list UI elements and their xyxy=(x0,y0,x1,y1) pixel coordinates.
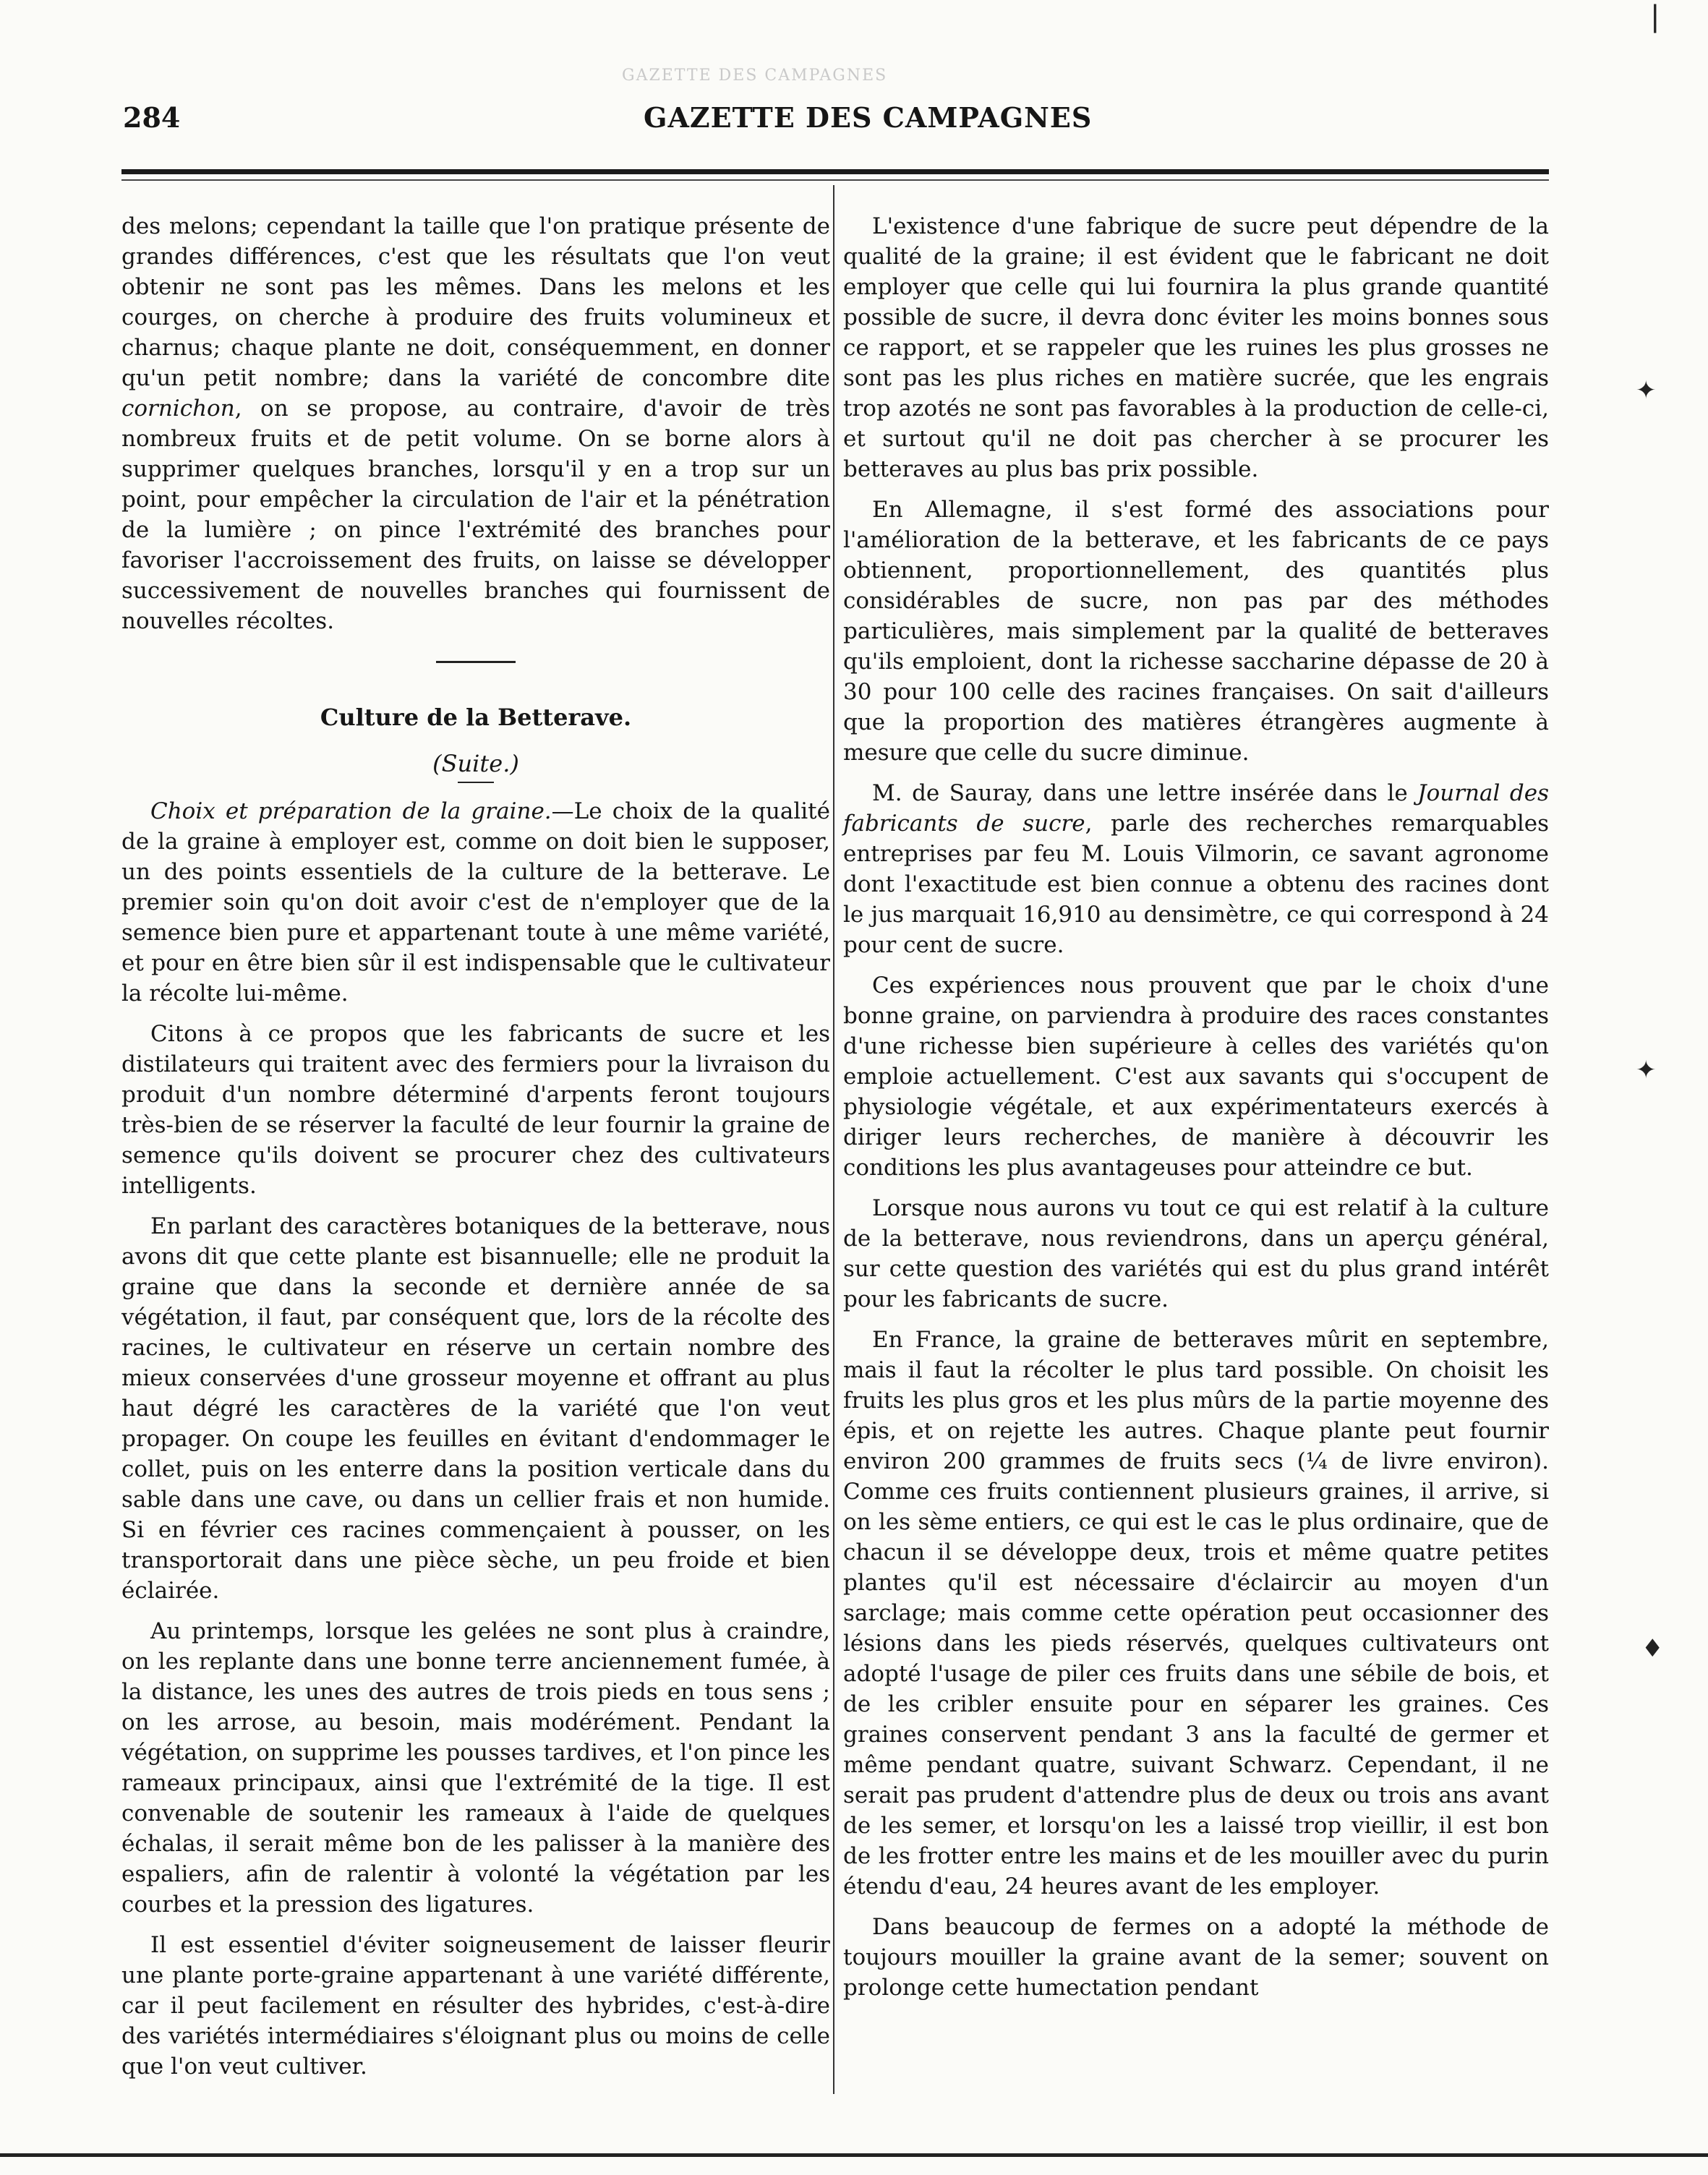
footer-rule xyxy=(0,2153,1708,2157)
paragraph: En France, la graine de betteraves mûrit en septembre, mais il faut la récolter le plus tard possible. On choisit les fruits les plus gros et les plus mûrs de la partie moyenne des épis, et on rejette les autres. Chaque plante peut fournir environ 200 grammes de fruits secs (¼ de livre environ). Comme ces fruits contiennent plusieurs graines, il arrive, si on les sème entiers, ce qui est le cas le plus ordinaire, que de chacun il se développe deux, trois et même quatre petites plantes qu'il est nécessaire d'éclaircir au moyen d'un sarclage; mais comme cette opération peut occasionner des lésions dans les pieds réservés, quelques cultivateurs ont adopté l'usage de piler ces fruits dans une sébile de bois, et de les cribler ensuite pour en séparer les graines. Ces graines conservent pendant 3 ans la faculté de germer et même pendant quatre, suivant Schwarz. Cependant, il ne serait pas prudent d'attendre plus de deux ou trois ans avant de les semer, et lorsqu'on les a laissé trop vieillir, il est bon de les frotter entre les mains et de les mouiller avec du purin étendu d'eau, 24 heures avant de les employer. xyxy=(843,1327,1549,1900)
paragraph: Choix et préparation de la graine.—Le choix de la qualité de la graine à employer est, comme on doit bien le supposer, un des points essentiels de la culture de la betterave. Le premier soin qu'on doit avoir c'est de n'employer que de la semence bien pure et appartenant toute à une même variété, et pour en être bien sûr il est indispensable que le cultivateur la récolte lui-même. xyxy=(121,798,830,1007)
paragraph: des melons; cependant la taille que l'on pratique présente de grandes différences, c'est que les résultats que l'on veut obtenir ne sont pas les mêmes. Dans les melons et les courges, on cherche à produire des fruits volumineux et charnus; chaque plante ne doit, conséquemment, en donner qu'un petit nombre; dans la variété de concombre dite cornichon, on se propose, au contraire, d'avoir de très nombreux fruits et de petit volume. On se borne alors à supprimer quelques branches, lorsqu'il y en a trop sur un point, pour empêcher la circulation de l'air et la pénétration de la lumière ; on pince l'extrémité des branches pour favoriser l'accroissement des fruits, on laisse se développer successivement de nouvelles branches qui fournissent de nouvelles récoltes. xyxy=(121,213,830,634)
left-column xyxy=(121,211,830,2092)
column-divider xyxy=(833,185,834,2094)
paragraph: Citons à ce propos que les fabricants de sucre et les distilateurs qui traitent avec des fermiers pour la livraison du produit d'un nombre déterminé d'arpents feront toujours très-bien de se réserver la faculté de leur fournir la graine de semence qu'ils doivent se procurer chez des cultivateurs intelligents. xyxy=(121,1021,830,1199)
page-number: 284 xyxy=(123,101,181,134)
header-rule xyxy=(121,169,1549,174)
journal-title: Journal des fabricants de sucre xyxy=(843,780,1549,837)
running-title: GAZETTE DES CAMPAGNES xyxy=(644,101,1093,134)
paragraph: Il est essentiel d'éviter soigneusement de laisser fleurir une plante porte-graine appartenant à une variété différente, car il peut facilement en résulter des hybrides, c'est-à-dire des variétés intermédiaires s'éloignant plus ou moins de celle que l'on veut cultiver. xyxy=(121,1932,830,2080)
paragraph-lead: Choix et préparation de la graine. xyxy=(150,798,552,824)
paragraph: M. de Sauray, dans une lettre insérée dans le Journal des fabricants de sucre, parle des recherches remarquables entreprises par feu M. Louis Vilmorin, ce savant agronome dont l'exactitude est bien connue a obtenu des racines dont le jus marquait 16,910 au densimètre, ce qui correspond à 24 pour cent de sucre. xyxy=(843,780,1549,958)
paragraph: Dans beaucoup de fermes on a adopté la méthode de toujours mouiller la graine avant de la semer; souvent on prolonge cette humectation pendant xyxy=(843,1914,1549,2001)
paragraph: Au printemps, lorsque les gelées ne sont plus à craindre, on les replante dans une bonne terre anciennement fumée, à la distance, les unes des autres de trois pieds en tous sens ; on les arrose, au besoin, mais modérément. Pendant la végétation, on supprime les pousses tardives, et l'on pince les rameaux principaux, ainsi que l'extrémité de la tige. Il est convenable de soutenir les rameaux à l'aide de quelques échalas, il serait même bon de les palisser à la manière des espaliers, afin de ralentir à volonté la végétation par les courbes et la pression des ligatures. xyxy=(121,1618,830,1918)
margin-mark: ❘ xyxy=(1643,0,1668,33)
margin-mark: ✦ xyxy=(1636,1056,1657,1085)
section-divider xyxy=(436,661,516,663)
header-rule-thin xyxy=(121,179,1549,181)
paragraph: Lorsque nous aurons vu tout ce qui est relatif à la culture de la betterave, nous reviendrons, dans un aperçu général, sur cette question des variétés qui est du plus grand intérêt pour les fabricants de sucre. xyxy=(843,1195,1549,1312)
paragraph: En Allemagne, il s'est formé des associations pour l'amélioration de la betterave, et les fabricants de ce pays obtiennent, proportionnellement, des quantités plus considérables de sucre, non pas par des méthodes particulières, mais simplement par la qualité de betteraves qu'ils emploient, dont la richesse saccharine dépasse de 20 à 30 pour 100 celle des racines françaises. On sait d'ailleurs que la proportion des matières étrangères augmente à mesure que celle du sucre diminue. xyxy=(843,497,1549,766)
section-title: Culture de la Betterave. xyxy=(320,704,632,731)
faint-bleedthrough-text: GAZETTE DES CAMPAGNES xyxy=(622,67,888,85)
subtitle-divider xyxy=(458,782,494,783)
paragraph: En parlant des caractères botaniques de la betterave, nous avons dit que cette plante est bisannuelle; elle ne produit la graine que dans la seconde et dernière année de sa végétation, il faut, par conséquent que, lors de la récolte des racines, le cultivateur en réserve un certain nombre des mieux conservées d'une grosseur moyenne et offrant au plus haut dégré les caractères de la variété que l'on veut propager. On coupe les feuilles en évitant d'endommager le collet, puis on les enterre dans la position verticale dans du sable dans une cave, ou dans un cellier frais et non humide. Si en février ces racines commençaient à pousser, on les transportorait dans une pièce sèche, un peu froide et bien éclairée. xyxy=(121,1213,830,1604)
right-column xyxy=(843,211,1549,2013)
margin-mark: ♦ xyxy=(1641,1634,1664,1663)
paragraph: L'existence d'une fabrique de sucre peut dépendre de la qualité de la graine; il est évident que le fabricant ne doit employer que celle qui lui fournira la plus grande quantité possible de sucre, il devra donc éviter les moins bonnes sous ce rapport, et se rappeler que les ruines les plus grosses ne sont pas les plus riches en matière sucrée, que les engrais trop azotés ne sont pas favorables à la production de celle-ci, et surtout qu'il ne doit pas chercher à se procurer les betteraves au plus bas prix possible. xyxy=(843,213,1549,482)
section-subtitle: (Suite.) xyxy=(432,750,519,777)
italic-term: cornichon xyxy=(121,396,235,422)
margin-mark: ✦ xyxy=(1636,376,1657,405)
paragraph: Ces expériences nous prouvent que par le choix d'une bonne graine, on parviendra à produire des races constantes d'une richesse bien supérieure à celles des variétés qu'on emploie actuellement. C'est aux savants qui s'occupent de physiologie végétale, et aux expérimentateurs exercés à diriger leurs recherches, de manière à découvrir les conditions les plus avantageuses pour atteindre ce but. xyxy=(843,973,1549,1181)
